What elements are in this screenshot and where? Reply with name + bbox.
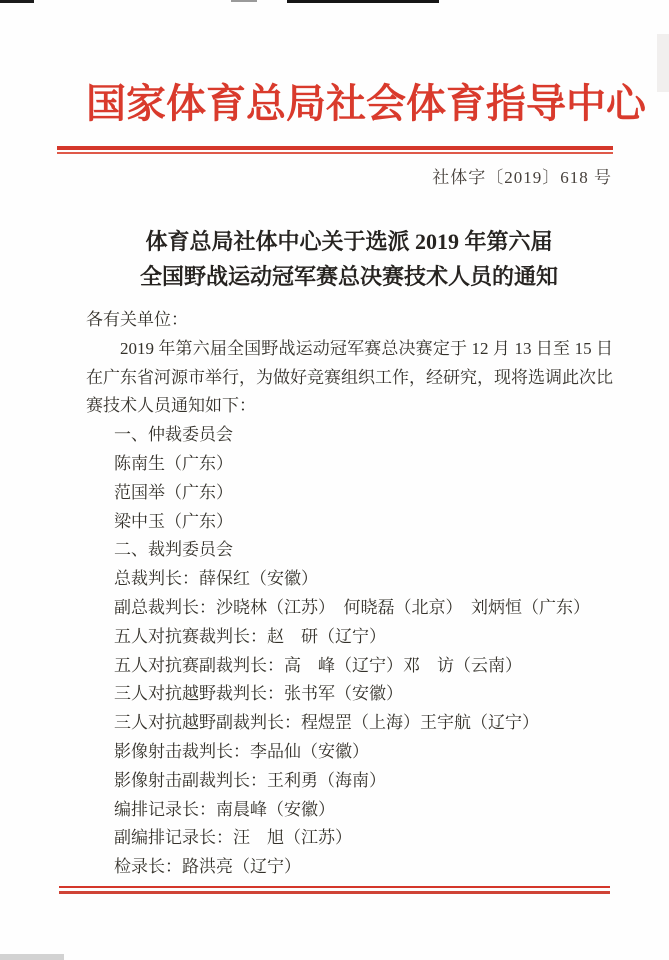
document-number: 社体字〔2019〕618 号 [432,168,612,187]
intro-paragraph: 2019 年第六届全国野战运动冠军赛总决赛定于 12 月 13 日至 15 日在广东省河源市举行，为做好竞赛组织工作，经研究，现将选调此次比赛技术人员通知如下： [86,338,613,416]
scan-edge-artifact [0,0,34,3]
body-line: 五人对抗赛副裁判长：高 峰（辽宁）邓 访（云南） [114,655,522,675]
body-line: 影像射击副裁判长：王利勇（海南） [114,770,386,790]
scan-edge-artifact [0,954,64,960]
scan-smudge-artifact [657,34,669,92]
body-line: 影像射击裁判长：李品仙（安徽） [114,741,369,761]
body-line: 二、裁判委员会 [114,540,233,560]
body-line: 检录长：路洪亮（辽宁） [114,857,301,877]
document-title-line1: 体育总局社体中心关于选派 2019 年第六届 [145,229,553,254]
body-line: 编排记录长：南晨峰（安徽） [114,799,335,819]
letterhead-red-rule [57,146,613,154]
body-line: 三人对抗越野副裁判长：程煜罡（上海）王宇航（辽宁） [114,713,539,733]
document-body [86,306,613,882]
body-line: 总裁判长：薛保红（安徽） [114,569,318,589]
letterhead-org-name: 国家体育总局社会体育指导中心 [86,81,646,126]
body-line: 一、仲裁委员会 [114,425,233,445]
scan-edge-artifact [231,0,257,2]
document-title [86,224,612,294]
body-line: 梁中玉（广东） [114,511,233,531]
body-line: 陈南生（广东） [114,453,233,473]
body-line: 五人对抗赛裁判长：赵 研（辽宁） [114,626,386,646]
body-line: 三人对抗越野裁判长：张书军（安徽） [114,684,403,704]
scan-edge-artifact [287,0,439,3]
body-line: 副总裁判长：沙晓林（江苏） 何晓磊（北京） 刘炳恒（广东） [114,597,590,617]
body-line: 副编排记录长：汪 旭（江苏） [114,828,352,848]
document-title-line2: 全国野战运动冠军赛总决赛技术人员的通知 [139,264,558,289]
body-line: 范国举（广东） [114,482,233,502]
footer-red-rule [59,886,610,894]
salutation: 各有关单位： [86,310,188,329]
